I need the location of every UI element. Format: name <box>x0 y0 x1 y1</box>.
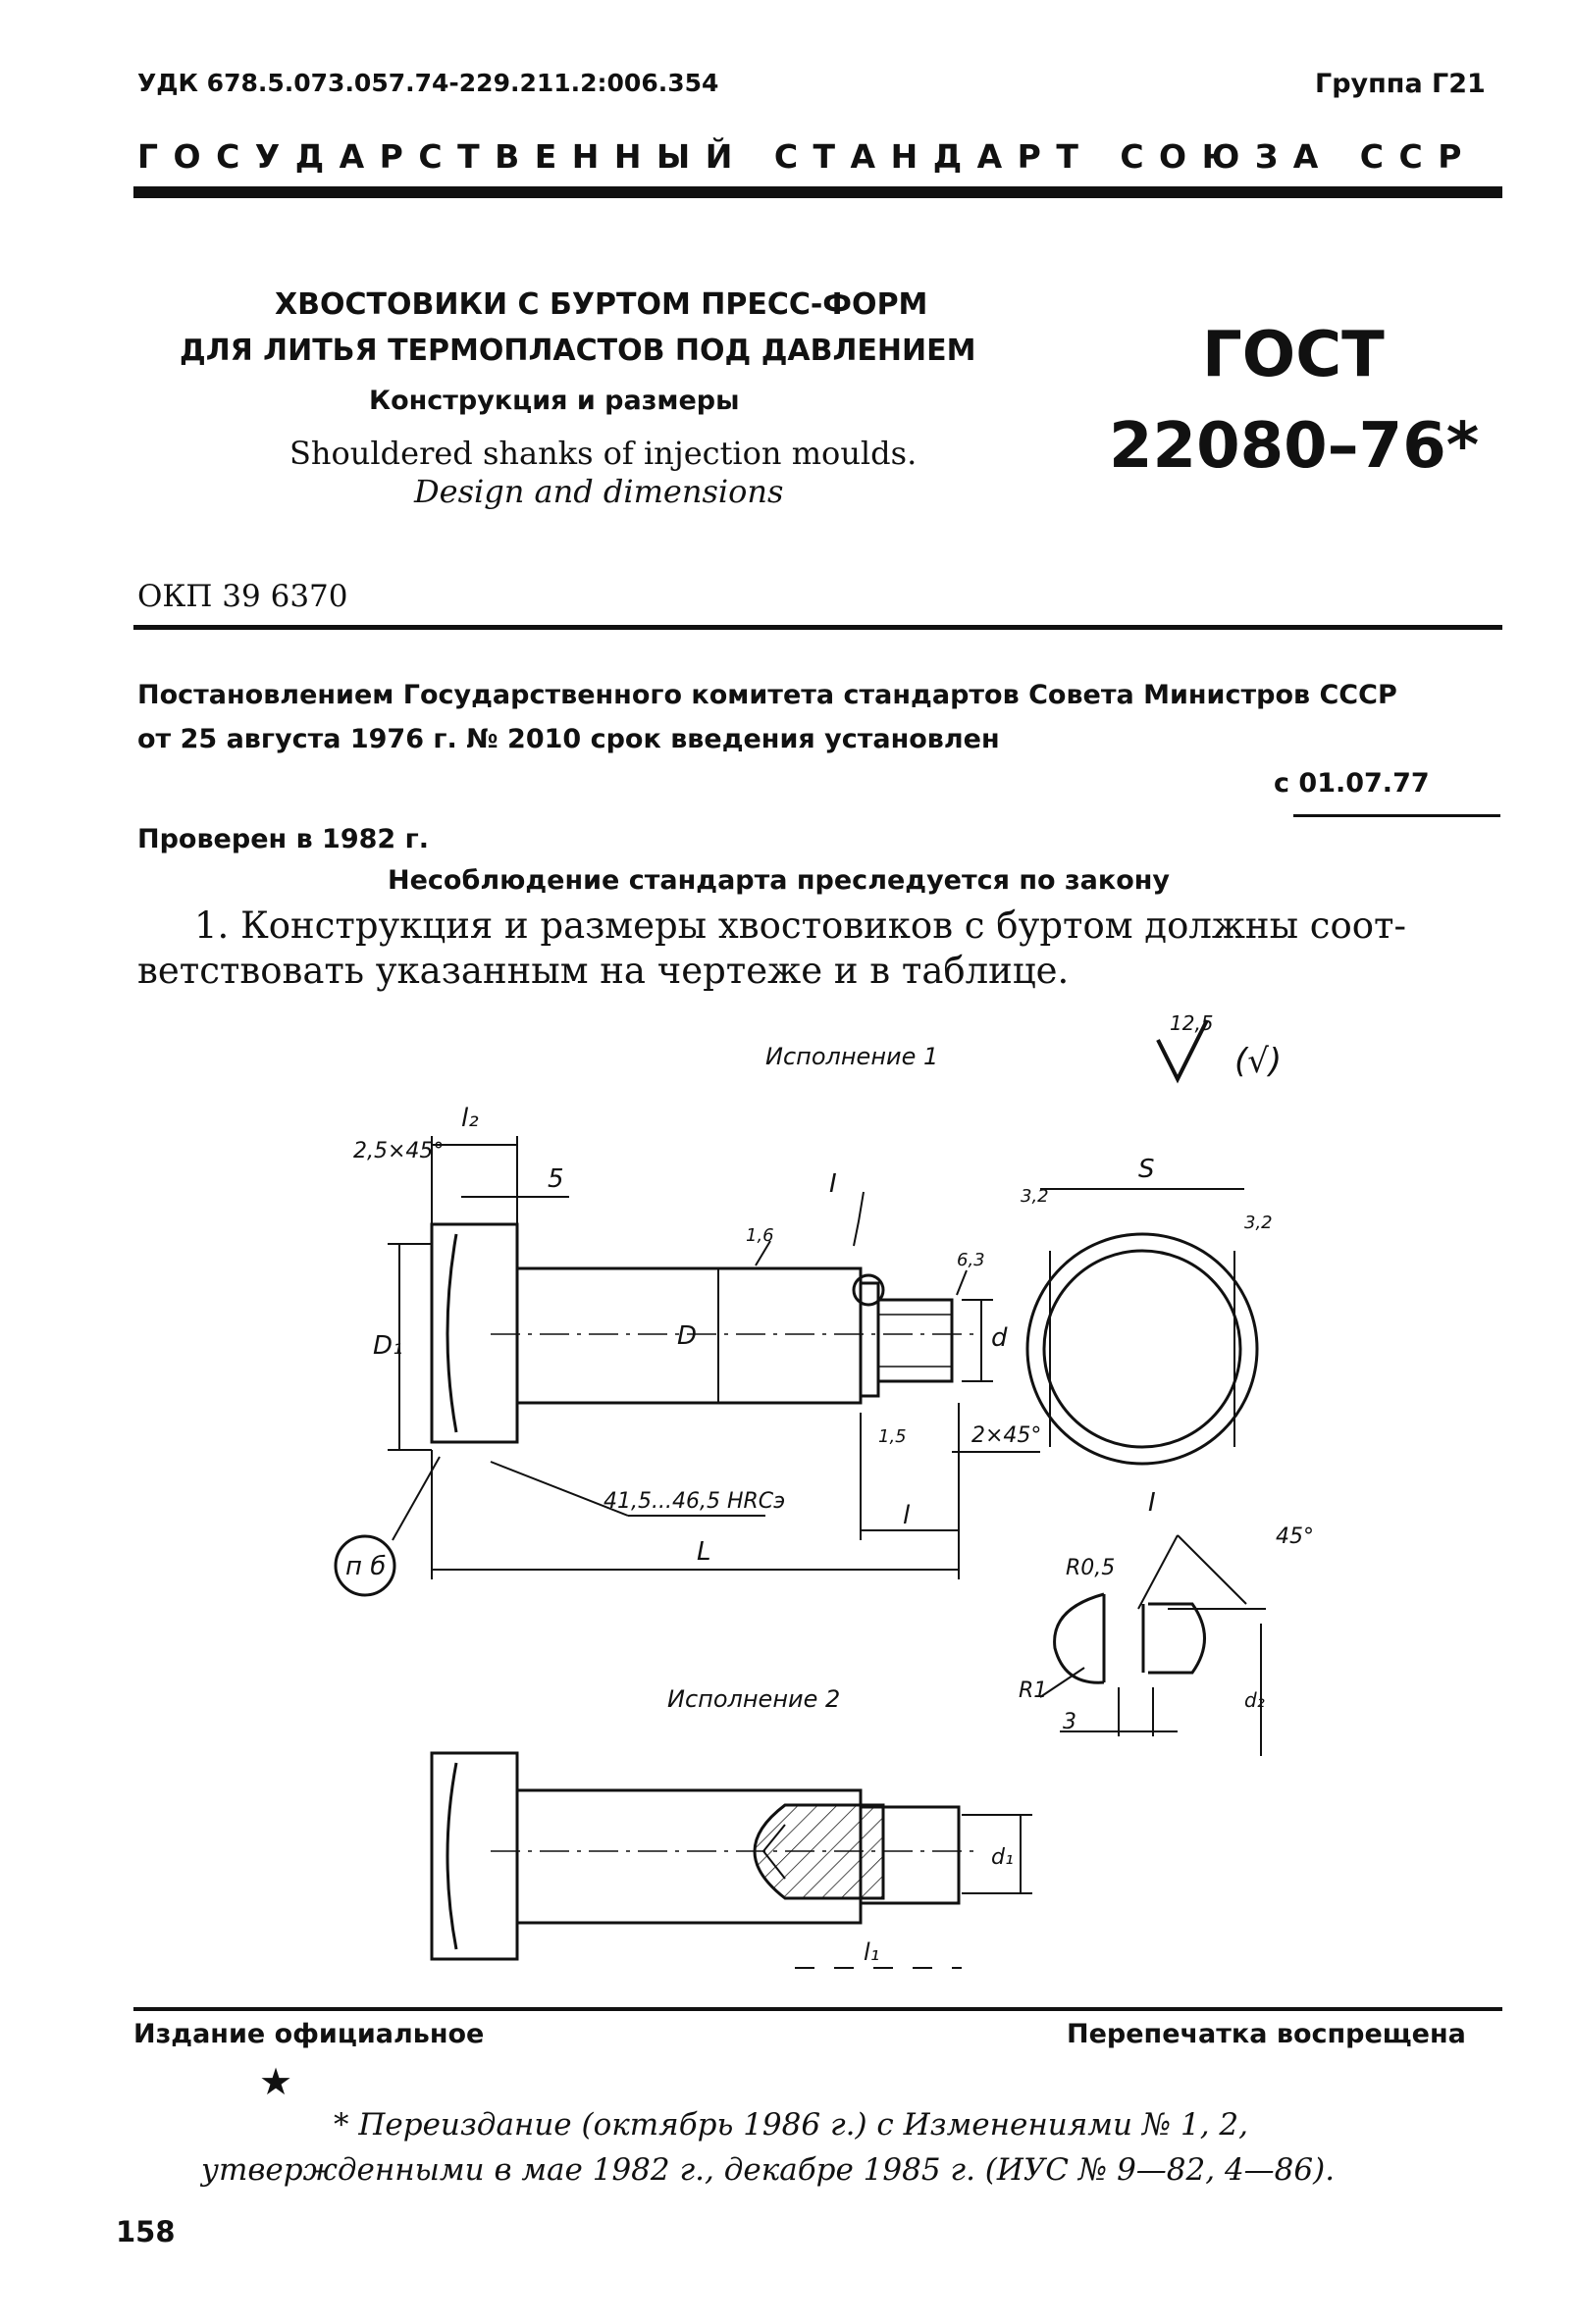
detail-groove <box>1019 1524 1314 1756</box>
title-en-line1: Shouldered shanks of injection moulds. <box>289 435 918 472</box>
variant2-view <box>432 1753 1032 1968</box>
reissue-line1: * Переиздание (октябрь 1986 г.) с Изменениями № 1, 2, <box>334 2107 1249 2143</box>
udk-code: УДК 678.5.073.057.74-229.211.2:006.354 <box>137 69 719 97</box>
title-ru-line1: ХВОСТОВИКИ С БУРТОМ ПРЕСС-ФОРМ <box>275 287 928 322</box>
gost-label: ГОСТ <box>1202 319 1385 391</box>
svg-text:2×45°: 2×45° <box>971 1423 1042 1448</box>
clause1-line1: 1. Конструкция и размеры хвостовиков с буртом должны соот- <box>194 904 1407 947</box>
end-view <box>1021 1155 1273 1518</box>
svg-text:l₁: l₁ <box>864 1938 880 1966</box>
svg-text:45°: 45° <box>1276 1524 1314 1549</box>
svg-text:S: S <box>1138 1155 1155 1184</box>
variant2-label: Исполнение 2 <box>667 1685 841 1713</box>
footer-rule <box>133 2007 1502 2011</box>
svg-text:I: I <box>829 1169 837 1199</box>
state-standard-banner: ГОСУДАРСТВЕННЫЙ СТАНДАРТ СОЮЗА ССР <box>137 137 1477 176</box>
reissue-line2: утвержденными в мае 1982 г., декабре 1985 г. (ИУС № 9—82, 4—86). <box>201 2152 1336 2188</box>
roughness-general-mark <box>1158 1011 1282 1081</box>
svg-text:3,2: 3,2 <box>1021 1186 1049 1207</box>
reprint-prohibited: Перепечатка воспрещена <box>1067 2019 1466 2049</box>
svg-text:3: 3 <box>1063 1710 1076 1734</box>
gost-number: 22080–76* <box>1109 410 1480 483</box>
star-mark: ★ <box>259 2060 293 2103</box>
svg-text:6,3: 6,3 <box>957 1250 985 1270</box>
page-number: 158 <box>116 2215 176 2248</box>
variant1-label: Исполнение 1 <box>765 1043 939 1070</box>
decree-line2: от 25 августа 1976 г. № 2010 срок введения установлен <box>137 724 1000 754</box>
group-code: Группа Г21 <box>1315 69 1486 99</box>
svg-text:I: I <box>1148 1488 1156 1518</box>
variant1-view <box>432 1224 981 1442</box>
svg-text:1,6: 1,6 <box>746 1225 774 1246</box>
svg-text:12,5: 12,5 <box>1170 1011 1214 1035</box>
svg-text:l: l <box>903 1501 911 1530</box>
decree-line1: Постановлением Государственного комитета стандартов Совета Министров СССР <box>137 680 1397 710</box>
svg-text:d₂: d₂ <box>1244 1688 1265 1712</box>
svg-text:3,2: 3,2 <box>1244 1213 1273 1233</box>
effective-date: с 01.07.77 <box>1274 768 1430 799</box>
svg-text:1,5: 1,5 <box>878 1426 907 1447</box>
svg-text:l₂: l₂ <box>461 1104 479 1133</box>
svg-text:D: D <box>677 1321 698 1351</box>
checked-year: Проверен в 1982 г. <box>137 824 429 854</box>
marking-bubble <box>336 1536 394 1595</box>
svg-text:2,5×45°: 2,5×45° <box>353 1139 445 1163</box>
title-ru-subtitle: Конструкция и размеры <box>369 386 740 416</box>
svg-text:R1: R1 <box>1019 1678 1048 1703</box>
svg-text:d: d <box>991 1323 1008 1353</box>
svg-text:п б: п б <box>345 1552 387 1581</box>
dimension-labels <box>353 1104 1041 1567</box>
svg-text:5: 5 <box>548 1164 564 1194</box>
svg-text:41,5...46,5 HRCэ: 41,5...46,5 HRCэ <box>603 1489 786 1514</box>
title-ru-line2: ДЛЯ ЛИТЬЯ ТЕРМОПЛАСТОВ ПОД ДАВЛЕНИЕМ <box>180 334 976 368</box>
official-edition: Издание официальное <box>133 2019 485 2049</box>
svg-text:D₁: D₁ <box>373 1331 403 1361</box>
svg-text:(√): (√) <box>1234 1042 1283 1081</box>
svg-text:L: L <box>697 1537 711 1567</box>
svg-text:d₁: d₁ <box>991 1845 1014 1870</box>
clause1-line2: ветствовать указанным на чертеже и в таблице. <box>137 950 1070 992</box>
okp-code: ОКП 39 6370 <box>137 579 348 614</box>
svg-text:R0,5: R0,5 <box>1066 1556 1116 1580</box>
warning-text: Несоблюдение стандарта преследуется по закону <box>388 865 1171 896</box>
title-en-line2: Design and dimensions <box>414 473 784 510</box>
